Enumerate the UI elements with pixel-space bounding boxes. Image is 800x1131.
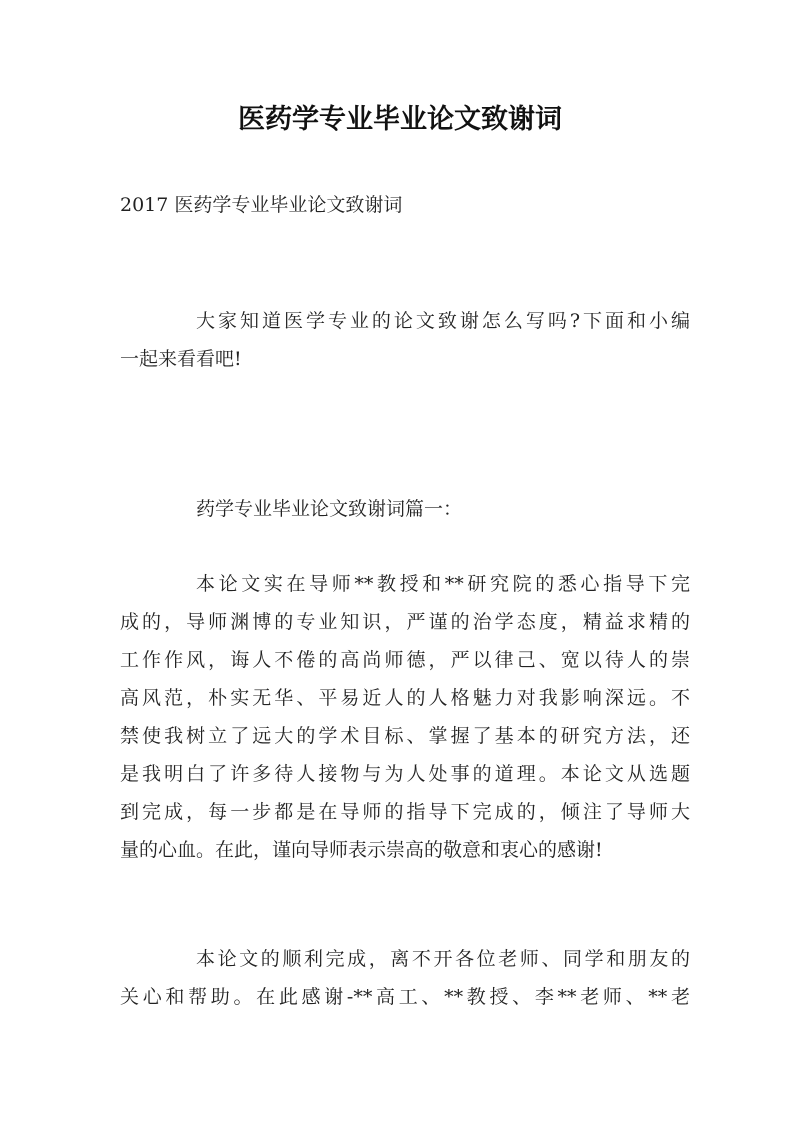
body-line: 本论文实在导师**教授和**研究院的悉心指导下完 — [196, 573, 690, 595]
body-line: 工作作风，诲人不倦的高尚师德，严以律己、宽以待人的崇 — [120, 649, 690, 671]
intro-line: 大家知道医学专业的论文致谢怎么写吗?下面和小编 — [196, 310, 690, 332]
intro-paragraph — [120, 302, 690, 378]
body-line: 禁使我树立了远大的学术目标、掌握了基本的研究方法，还 — [120, 725, 690, 747]
body-paragraph-1 — [120, 565, 690, 869]
intro-line: 一起来看看吧! — [120, 348, 242, 370]
body-line: 到完成，每一步都是在导师的指导下完成的，倾注了导师大 — [120, 801, 690, 823]
section-heading-text: 药学专业毕业论文致谢词篇一： — [196, 498, 463, 520]
body-line: 关心和帮助。在此感谢-**高工、**教授、李**老师、**老 — [120, 986, 690, 1008]
document-subtitle: 2017 医药学专业毕业论文致谢词 — [120, 194, 403, 216]
document-title: 医药学专业毕业论文致谢词 — [238, 104, 562, 135]
body-paragraph-2 — [120, 940, 690, 1016]
body-line: 成的，导师渊博的专业知识，严谨的治学态度，精益求精的 — [120, 611, 690, 633]
body-line: 量的心血。在此，谨向导师表示崇高的敬意和衷心的感谢! — [120, 839, 603, 861]
body-line: 是我明白了许多待人接物与为人处事的道理。本论文从选题 — [120, 763, 690, 785]
section-heading — [120, 490, 690, 528]
body-line: 本论文的顺利完成，离不开各位老师、同学和朋友的 — [196, 948, 690, 970]
body-line: 高风范，朴实无华、平易近人的人格魅力对我影响深远。不 — [120, 687, 690, 709]
